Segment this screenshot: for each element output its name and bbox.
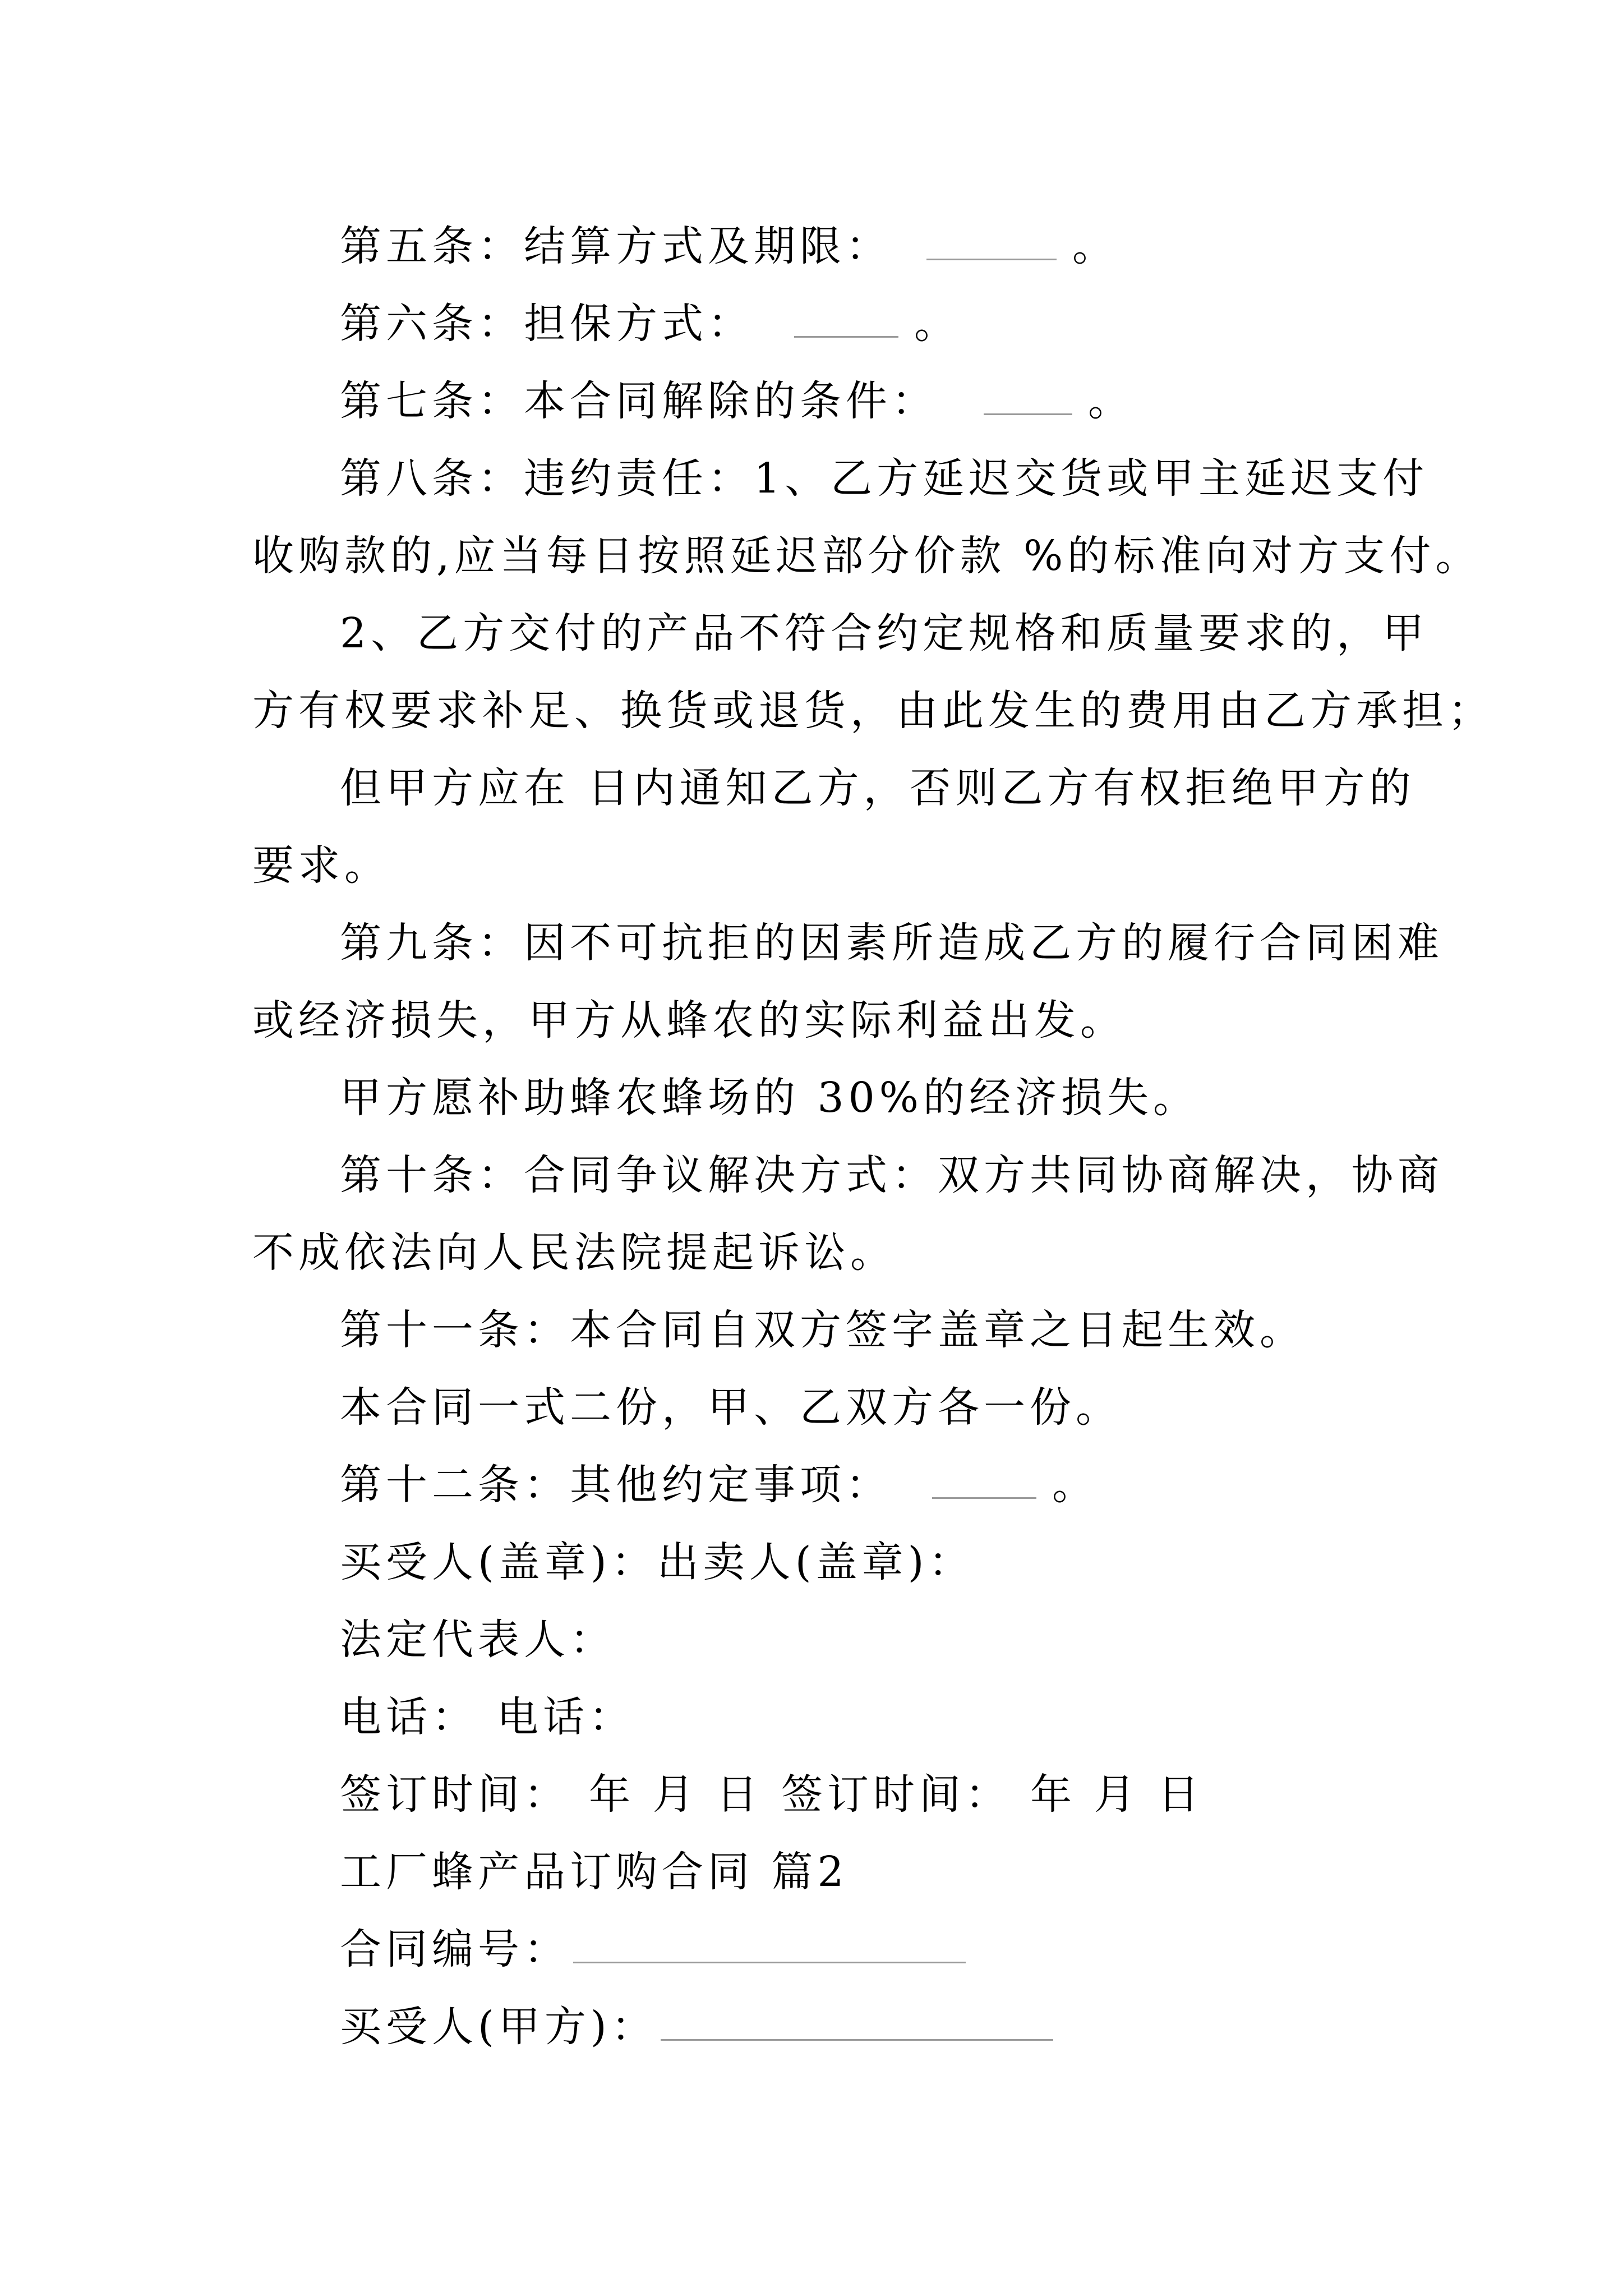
clause-11-line-1: 第十一条：本合同自双方签字盖章之日起生效。 (340, 1306, 1306, 1354)
phone-line (252, 1678, 1396, 1756)
settlement-blank (926, 226, 1057, 260)
contract-number (252, 1911, 1396, 1988)
clause-7-text: 第七条：本合同解除的条件： (340, 377, 938, 425)
clause-5 (252, 208, 1396, 285)
clause-5-end: 。 (1072, 222, 1118, 270)
buyer-phone-label: 电话： (340, 1693, 478, 1741)
guarantee-blank (794, 303, 898, 338)
clause-6-end: 。 (914, 300, 960, 348)
clause-8-line-6: 要求。 (252, 841, 390, 890)
buyer-party-a-blank (661, 2007, 1053, 2041)
buyer-signing-date-value: 年 月 日 (589, 1770, 763, 1819)
seller-signing-date-value: 年 月 日 (1030, 1770, 1204, 1819)
section-title: 工厂蜂产品订购合同 篇2 (340, 1848, 849, 1896)
clause-12-end: 。 (1052, 1461, 1098, 1509)
signing-date-line (252, 1756, 1396, 1833)
clause-10-line-1: 第十条：合同争议解决方式：双方共同协商解决，协商 (340, 1151, 1444, 1199)
clause-12 (252, 1446, 1396, 1524)
clause-8-line-5: 但甲方应在 日内通知乙方，否则乙方有权拒绝甲方的 (340, 764, 1415, 812)
contract-number-label: 合同编号： (340, 1925, 570, 1973)
clause-9-line-3: 甲方愿补助蜂农蜂场的 30%的经济损失。 (340, 1074, 1199, 1122)
legal-representative: 法定代表人： (340, 1616, 616, 1664)
clause-9-line-1: 第九条：因不可抗拒的因素所造成乙方的履行合同困难 (340, 919, 1444, 967)
buyer-signing-date-label: 签订时间： (340, 1770, 570, 1819)
clause-8-line-4: 方有权要求补足、换货或退货，由此发生的费用由乙方承担； (252, 687, 1494, 735)
clause-5-text: 第五条：结算方式及期限： (340, 222, 892, 270)
signature-parties: 买受人(盖章)：出卖人(盖章)： (340, 1538, 975, 1586)
clause-9-line-2: 或经济损失，甲方从蜂农的实际利益出发。 (252, 996, 1126, 1045)
clause-8-line-2: 收购款的,应当每日按照延迟部分价款 %的标准向对方支付。 (252, 532, 1482, 580)
seller-phone-label: 电话： (497, 1693, 635, 1741)
clause-6-text: 第六条：担保方式： (340, 300, 754, 348)
clause-11-line-2: 本合同一式二份，甲、乙双方各一份。 (340, 1383, 1122, 1432)
seller-signing-date-label: 签订时间： (781, 1770, 1012, 1819)
termination-blank (984, 381, 1072, 415)
clause-12-text: 第十二条：其他约定事项： (340, 1461, 892, 1509)
other-matters-blank (932, 1465, 1036, 1499)
buyer-party-a (252, 1988, 1396, 2065)
contract-body (252, 208, 1494, 2065)
contract-number-blank (573, 1929, 966, 1963)
clause-8-line-1: 第八条：违约责任：1、乙方延迟交货或甲主延迟支付 (340, 454, 1429, 503)
clause-10-line-2: 不成依法向人民法院提起诉讼。 (252, 1228, 896, 1277)
buyer-party-a-label: 买受人(甲方)： (340, 2003, 657, 2051)
clause-6 (252, 285, 1396, 362)
clause-8-line-3: 2、乙方交付的产品不符合约定规格和质量要求的，甲 (340, 609, 1429, 657)
clause-7-end: 。 (1088, 377, 1134, 425)
clause-7 (252, 362, 1396, 440)
